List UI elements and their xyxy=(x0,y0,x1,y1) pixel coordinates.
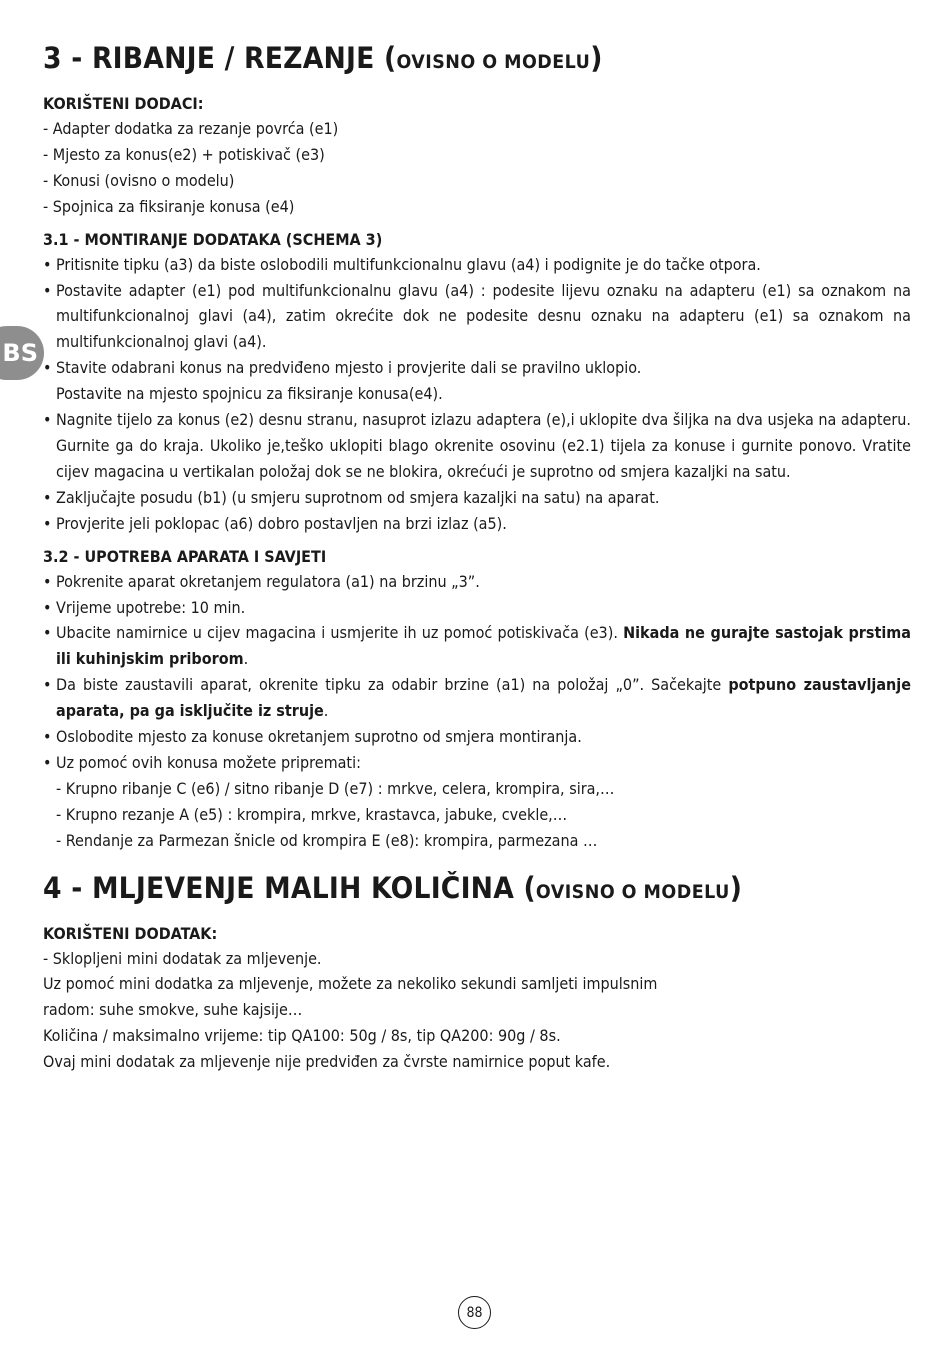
used-accessory-label: KORIŠTENI DODATAK: xyxy=(43,923,218,943)
section-3-title xyxy=(43,30,842,90)
section-4-line: radom: suhe smokve, suhe kajsije… xyxy=(43,1000,303,1020)
bullet-item: • Stavite odabrani konus na predviđeno mjesto i provjerite dali se pravilno uklopio. xyxy=(43,358,642,378)
cone-use-item: - Rendanje za Parmezan šnicle od krompira E (e8): krompira, parmezana … xyxy=(56,830,598,850)
section-4-title xyxy=(43,860,842,920)
page-number: 88 xyxy=(458,1296,491,1329)
bullet-item: • Ubacite namirnice u cijev magacina i usmjerite ih uz pomoć potiskivača (e3). Nikada ne gurajte sastojak prstima ili kuhinjskim priborom. xyxy=(43,623,911,669)
bullet-item: • Da biste zaustavili aparat, okrenite tipku za odabir brzine (a1) na položaj „0”. Sačekajte potpuno zaustavljanje aparata, pa ga isključite iz struje. xyxy=(43,675,911,721)
bullet-item: • Uz pomoć ovih konusa možete pripremati: xyxy=(43,752,361,772)
used-item: - Mjesto za konus(e2) + potiskivač (e3) xyxy=(43,144,325,164)
document-page xyxy=(43,30,911,1075)
bullet-item: • Nagnite tijelo za konus (e2) desnu stranu, nasuprot izlazu adaptera (e),i uklopite dva šiljka na dva usjeka na adapteru. Gurnite ga do kraja. Ukoliko je,teško uklopiti blago okrenite osovinu (e2.1) tijela za konuse i gurnite ponovo. Vratite cijev magacina u vertikalan položaj dok se ne blokira, okrećući je suprotno od smjera kazaljki na satu. xyxy=(43,410,911,481)
bullet-continuation: Postavite na mjesto spojnicu za fiksiranje konusa(e4). xyxy=(56,384,443,404)
subsection-3-2 xyxy=(43,545,911,854)
section-4-line: Uz pomoć mini dodatka za mljevenje, možete za nekoliko sekundi samljeti impulsnim xyxy=(43,974,658,994)
used-item: - Konusi (ovisno o modelu) xyxy=(43,170,235,190)
bullet-item: • Vrijeme upotrebe: 10 min. xyxy=(43,597,246,617)
cone-use-item: - Krupno rezanje A (e5) : krompira, mrkve, krastavca, jabuke, cvekle,… xyxy=(56,804,568,824)
subsection-3-1-title: 3.1 - MONTIRANJE DODATAKA (SCHEMA 3) xyxy=(43,229,383,249)
used-item: - Spojnica za fiksiranje konusa (e4) xyxy=(43,196,295,216)
bullet-item: • Oslobodite mjesto za konuse okretanjem suprotno od smjera montiranja. xyxy=(43,727,582,747)
bullet-item: • Provjerite jeli poklopac (a6) dobro postavljen na brzi izlaz (a5). xyxy=(43,513,507,533)
language-badge xyxy=(0,326,44,380)
section-3-title-model: OVISNO O MODELU xyxy=(396,51,591,73)
section-4-line: Količina / maksimalno vrijeme: tip QA100: 50g / 8s, tip QA200: 90g / 8s. xyxy=(43,1026,561,1046)
section-4-title-main: 4 - MLJEVENJE MALIH KOLIČINA ( xyxy=(43,870,536,905)
language-badge-label: BS xyxy=(2,339,38,367)
section-4-title-close: ) xyxy=(729,870,743,905)
section-3-title-close: ) xyxy=(590,41,603,75)
section-4-title-model: OVISNO O MODELU xyxy=(535,880,730,903)
subsection-3-2-title: 3.2 - UPOTREBA APARATA I SAVJETI xyxy=(43,546,327,566)
cone-use-item: - Krupno ribanje C (e6) / sitno ribanje D (e7) : mrkve, celera, krompira, sira,… xyxy=(56,778,615,798)
bullet-item: • Pokrenite aparat okretanjem regulatora (a1) na brzinu „3”. xyxy=(43,571,480,591)
section-4-line: - Sklopljeni mini dodatak za mljevenje. xyxy=(43,948,322,968)
used-item: - Adapter dodatka za rezanje povrća (e1) xyxy=(43,119,339,138)
section-4-line: Ovaj mini dodatak za mljevenje nije predviđen za čvrste namirnice poput kafe. xyxy=(43,1052,611,1072)
bullet-item: • Pritisnite tipku (a3) da biste oslobodili multifunkcionalnu glavu (a4) i podignite je do tačke otpora. xyxy=(43,254,761,274)
bullet-item: • Postavite adapter (e1) pod multifunkcionalnu glavu (a4) : podesite lijevu oznaku na adapteru (e1) sa oznakom na multifunkcionalnoj glavi (a4), zatim okrećite dok ne podesite desnu oznaku na adapteru (e1) sa oznakom na multifunkcionalnoj glavi (a4). xyxy=(43,280,911,352)
section-3-title-main: 3 - RIBANJE / REZANJE ( xyxy=(43,41,397,75)
subsection-3-1 xyxy=(43,228,911,537)
used-accessories-label: KORIŠTENI DODACI: xyxy=(43,94,204,113)
bullet-item: • Zaključajte posudu (b1) (u smjeru suprotnom od smjera kazaljki na satu) na aparat. xyxy=(43,487,660,507)
